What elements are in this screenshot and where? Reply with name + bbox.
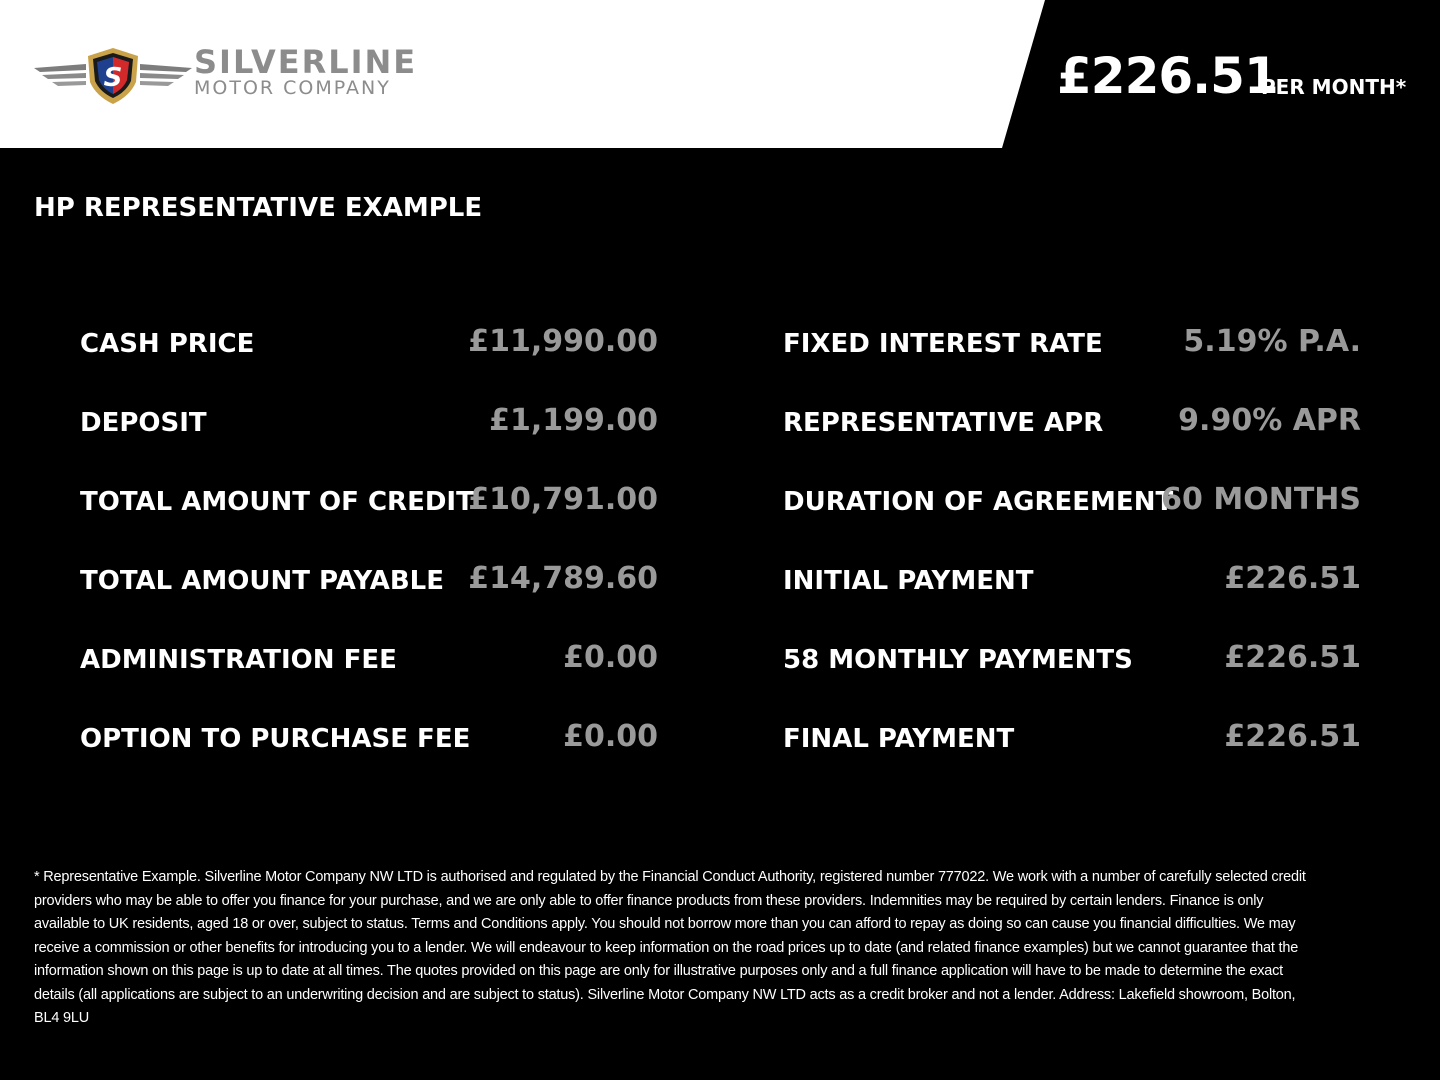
detail-label: TOTAL AMOUNT PAYABLE <box>80 566 444 596</box>
detail-value: £226.51 <box>1224 561 1361 596</box>
detail-value: £10,791.00 <box>468 482 658 517</box>
detail-row-interest-rate <box>783 324 1361 364</box>
brand-subtitle: MOTOR COMPANY <box>194 77 391 99</box>
monthly-price-suffix: PER MONTH* <box>1261 75 1407 99</box>
detail-row-total-credit <box>80 482 658 522</box>
detail-label: TOTAL AMOUNT OF CREDIT <box>80 487 474 517</box>
detail-value: £11,990.00 <box>468 324 658 359</box>
detail-value: £1,199.00 <box>489 403 658 438</box>
detail-value: 60 MONTHS <box>1161 482 1361 517</box>
detail-row-apr <box>783 403 1361 443</box>
detail-value: £226.51 <box>1224 719 1361 754</box>
detail-value: £226.51 <box>1224 640 1361 675</box>
legal-disclaimer: * Representative Example. Silverline Motor Company NW LTD is authorised and regulated by the Financial Conduct Authority, registered number 777022. We work with a number of carefully selected credit providers who may be able to offer you finance for your purchase, and we are only able to offer finance products from these providers. Indemnities may be required by certain lenders. Finance is only available to UK residents, aged 18 or over, subject to status. Terms and Conditions apply. You should not borrow more than you can afford to repay as doing so can cause you financial difficulties. We may receive a commission or other benefits for introducing you to a lender. We will endeavour to keep information on the road prices up to date (and related finance examples) but we cannot guarantee that the information shown on this page is up to date at all times. The quotes provided on this page are only for illustrative purposes only and a full finance application will have to be made to determine the exact details (all applications are subject to an underwriting decision and are subject to status). Silverline Motor Company NW LTD acts as a credit broker and not a lender. Address: Lakefield showroom, Bolton, BL4 9LU <box>34 869 1306 1026</box>
detail-label: FIXED INTEREST RATE <box>783 329 1103 359</box>
detail-row-monthly-payments <box>783 640 1361 680</box>
detail-label: FINAL PAYMENT <box>783 724 1015 754</box>
detail-label: REPRESENTATIVE APR <box>783 408 1104 438</box>
detail-row-duration <box>783 482 1361 522</box>
winged-shield-icon <box>34 46 192 106</box>
brand-name: SILVERLINE <box>194 43 418 81</box>
detail-row-admin-fee <box>80 640 658 680</box>
monthly-price: £226.51 <box>1057 47 1278 105</box>
section-title: HP REPRESENTATIVE EXAMPLE <box>34 193 483 223</box>
svg-text:S: S <box>103 63 123 93</box>
detail-row-final-payment <box>783 719 1361 759</box>
detail-label: OPTION TO PURCHASE FEE <box>80 724 471 754</box>
detail-label: DURATION OF AGREEMENT <box>783 487 1174 517</box>
detail-label: ADMINISTRATION FEE <box>80 645 397 675</box>
detail-row-deposit <box>80 403 658 443</box>
detail-label: INITIAL PAYMENT <box>783 566 1034 596</box>
detail-label: 58 MONTHLY PAYMENTS <box>783 645 1133 675</box>
detail-value: £14,789.60 <box>468 561 658 596</box>
detail-value: 9.90% APR <box>1178 403 1361 438</box>
detail-value: £0.00 <box>563 719 658 754</box>
detail-row-total-payable <box>80 561 658 601</box>
detail-value: 5.19% P.A. <box>1183 324 1361 359</box>
brand-logo <box>34 40 454 110</box>
detail-label: CASH PRICE <box>80 329 255 359</box>
detail-row-initial-payment <box>783 561 1361 601</box>
detail-label: DEPOSIT <box>80 408 207 438</box>
detail-value: £0.00 <box>563 640 658 675</box>
detail-row-cash-price <box>80 324 658 364</box>
detail-row-option-fee <box>80 719 658 759</box>
